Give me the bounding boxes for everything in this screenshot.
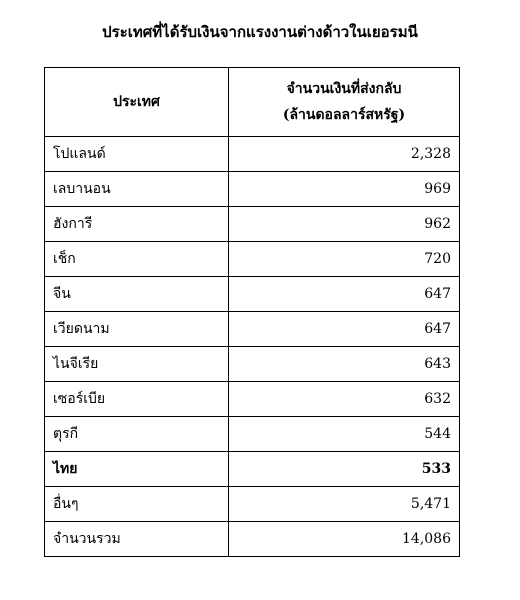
table-row: [45, 522, 460, 557]
amount-cell: 14,086: [229, 522, 460, 557]
table-row: [45, 277, 460, 312]
amount-cell: 643: [229, 347, 460, 382]
table-row: [45, 417, 460, 452]
country-cell: เซอร์เบีย: [45, 382, 229, 417]
remittance-table: [44, 67, 460, 557]
amount-cell: 533: [229, 452, 460, 487]
country-cell: จีน: [45, 277, 229, 312]
table-row: [45, 487, 460, 522]
header-amount: [229, 68, 460, 137]
country-cell: เวียดนาม: [45, 312, 229, 347]
amount-cell: 5,471: [229, 487, 460, 522]
amount-cell: 647: [229, 312, 460, 347]
amount-cell: 647: [229, 277, 460, 312]
country-cell: โปแลนด์: [45, 137, 229, 172]
table-row: [45, 242, 460, 277]
amount-cell: 2,328: [229, 137, 460, 172]
country-cell: ไนจีเรีย: [45, 347, 229, 382]
table-row: [45, 172, 460, 207]
header-country: ประเทศ: [45, 68, 229, 137]
country-cell: เช็ก: [45, 242, 229, 277]
table-row: [45, 347, 460, 382]
table-row: [45, 137, 460, 172]
table-header-row: [45, 68, 460, 137]
table-row: [45, 452, 460, 487]
amount-cell: 969: [229, 172, 460, 207]
header-amount-line1: จำนวนเงินที่ส่งกลับ: [286, 81, 402, 97]
header-amount-line2: (ล้านดอลลาร์สหรัฐ): [282, 107, 406, 123]
table-row: [45, 382, 460, 417]
amount-cell: 632: [229, 382, 460, 417]
country-cell: ไทย: [45, 452, 229, 487]
amount-cell: 962: [229, 207, 460, 242]
table-body: [45, 137, 460, 557]
page-title: ประเทศที่ได้รับเงินจากแรงงานต่างด้าวในเยอรมนี: [102, 23, 418, 41]
country-cell: จำนวนรวม: [45, 522, 229, 557]
table-row: [45, 312, 460, 347]
amount-cell: 544: [229, 417, 460, 452]
table-row: [45, 207, 460, 242]
country-cell: ฮังการี: [45, 207, 229, 242]
country-cell: อื่นๆ: [45, 487, 229, 522]
amount-cell: 720: [229, 242, 460, 277]
country-cell: เลบานอน: [45, 172, 229, 207]
country-cell: ตุรกี: [45, 417, 229, 452]
